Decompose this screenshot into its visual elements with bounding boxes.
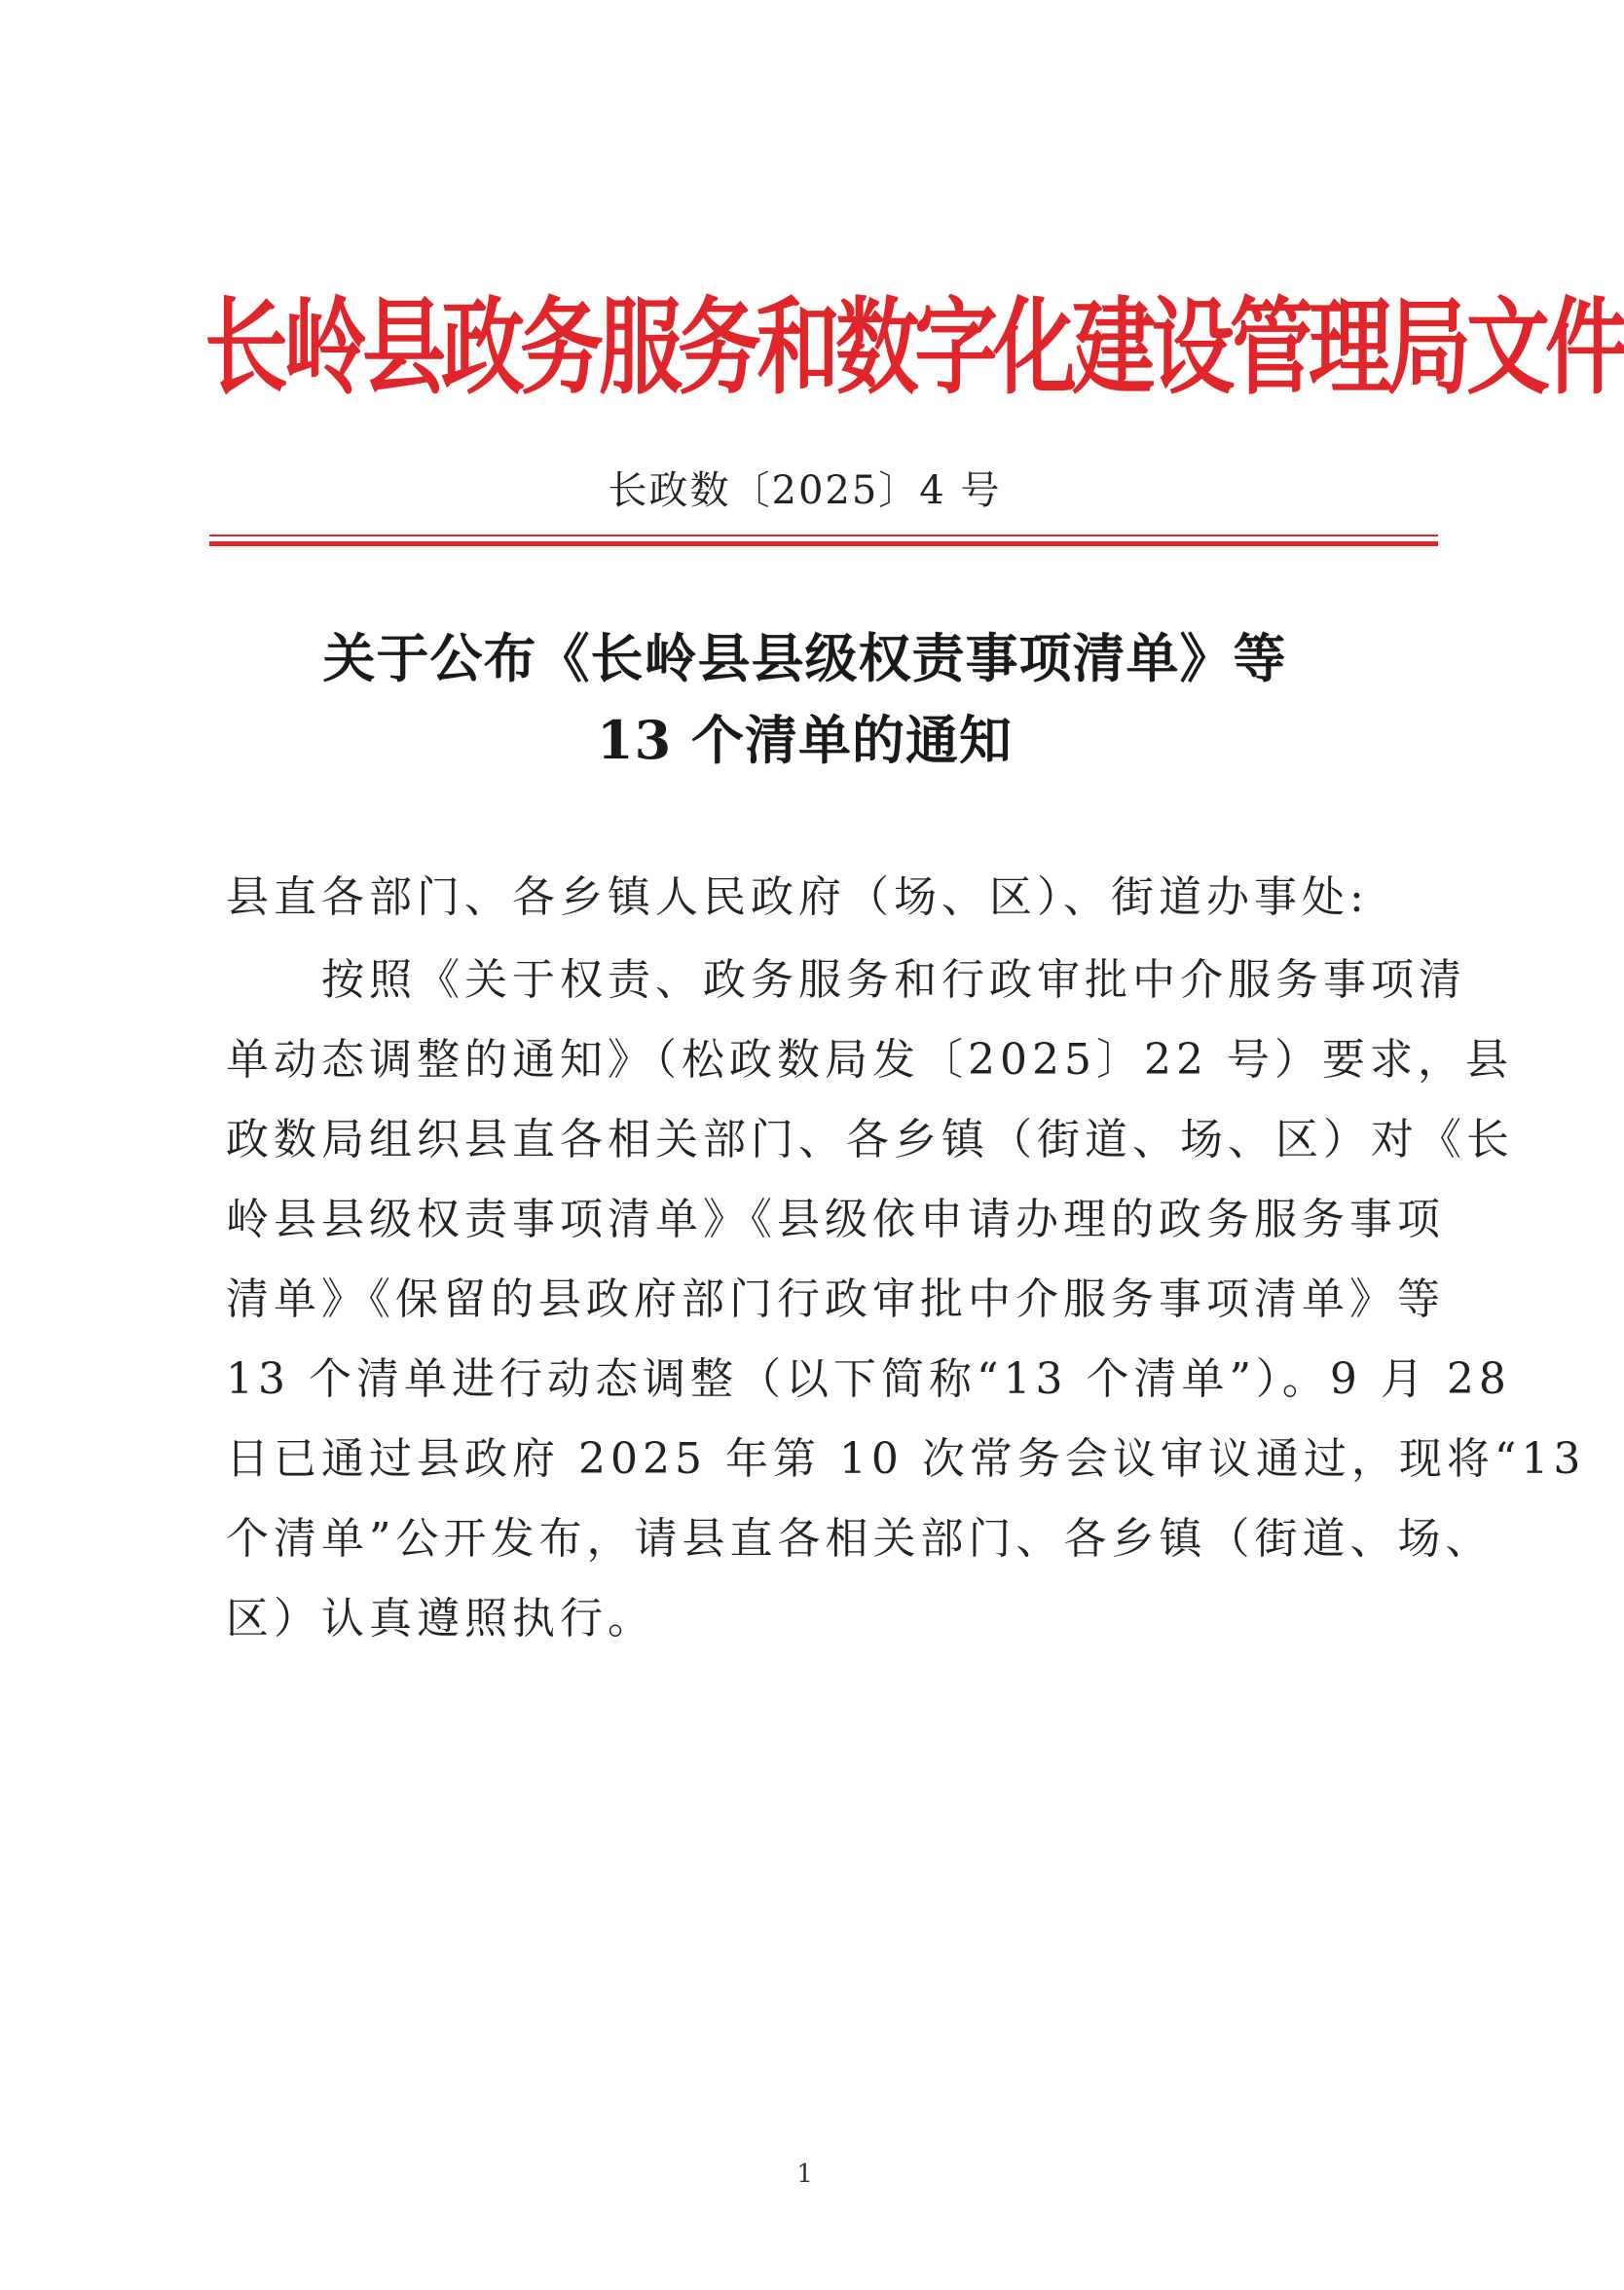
body-line: 区）认真遵照执行。 [226,1594,655,1644]
body-line: 清单》《保留的县政府部门行政审批中介服务事项清单》等 [226,1274,1445,1324]
page-number: 1 [796,2160,813,2189]
body-line: 政数局组织县直各相关部门、各乡镇（街道、场、区）对《长 [226,1115,1514,1164]
body-line: 岭县县级权责事项清单》《县级依申请办理的政务服务事项 [226,1195,1445,1244]
body-line: 按照《关于权责、政务服务和行政审批中介服务事项清 [226,955,1466,1005]
header-divider-thick [209,541,1438,546]
document-title-line-2: 13 个清单的通知 [597,709,1013,771]
salutation: 县直各部门、各乡镇人民政府（场、区）、街道办事处: [226,872,1369,922]
document-title-line-1: 关于公布《长岭县县级权责事项清单》等 [322,627,1287,689]
document-number: 长政数〔2025〕4 号 [608,468,1002,513]
body-line: 个清单”公开发布，请县直各相关部门、各乡镇（街道、场、 [226,1514,1494,1564]
issuer-red-header: 长岭县政务服务和数字化建设管理局文件 [204,285,1624,409]
header-divider-thin [209,535,1438,536]
body-line: 单动态调整的通知》（松政数局发〔2025〕22 号）要求，县 [226,1035,1513,1085]
body-line: 日已通过县政府 2025 年第 10 次常务会议审议通过，现将“13 [226,1434,1586,1484]
body-line: 13 个清单进行动态调整（以下简称“13 个清单”）。9 月 28 [226,1354,1511,1404]
